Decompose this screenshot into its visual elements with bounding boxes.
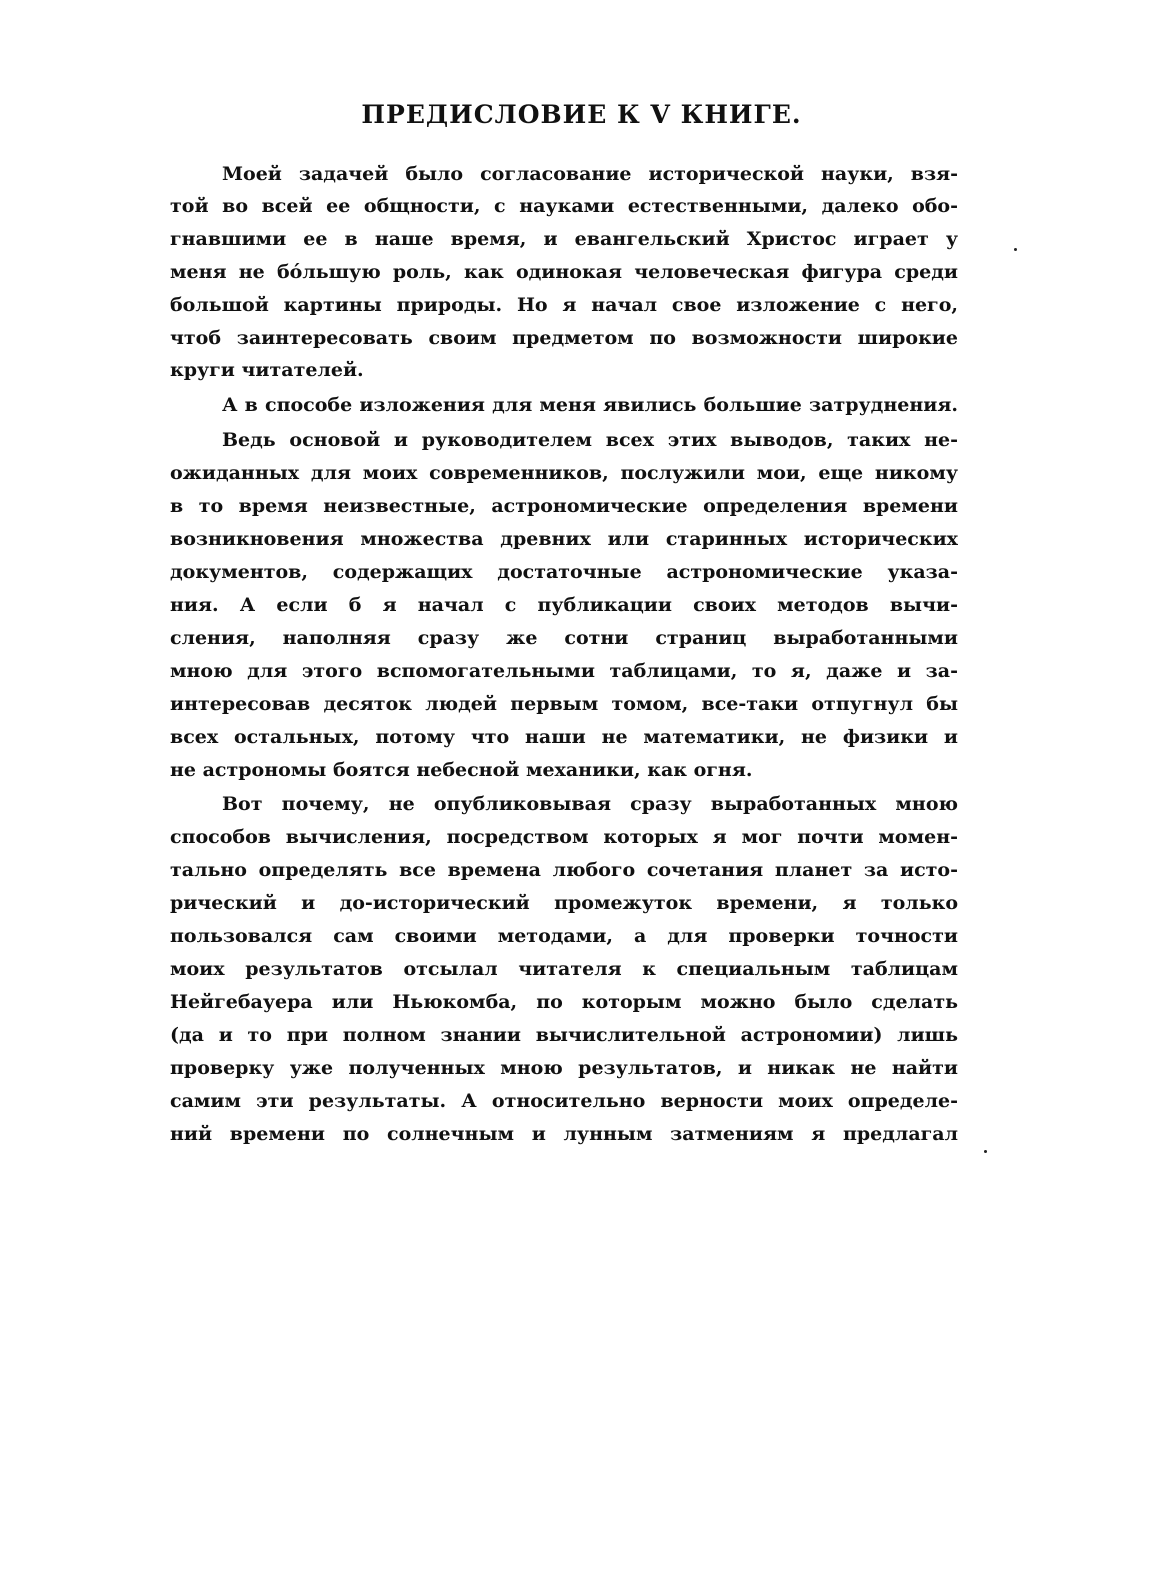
text-line: тально определять все времена любого сочетания планет за исто- bbox=[170, 859, 958, 881]
text-line: самим эти результаты. А относительно верности моих определе- bbox=[170, 1090, 958, 1112]
text-line: способов вычисления, посредством которых я мог почти момен- bbox=[170, 826, 958, 848]
text-line: (да и то при полном знании вычислительной астрономии) лишь bbox=[170, 1024, 958, 1046]
text-line: Нейгебауера или Ньюкомба, по которым можно было сделать bbox=[170, 991, 958, 1013]
text-line: в то время неизвестные, астрономические определения времени bbox=[170, 495, 958, 517]
text-line: всех остальных, потому что наши не математики, не физики и bbox=[170, 726, 958, 748]
text-line: ний времени по солнечным и лунным затмениям я предлагал bbox=[170, 1123, 958, 1145]
text-line: Вот почему, не опубликовывая сразу выработанных мною bbox=[222, 793, 958, 815]
text-line: А в способе изложения для меня явились большие затруднения. bbox=[222, 394, 958, 416]
text-line: меня не бо́льшую роль, как одинокая человеческая фигура среди bbox=[170, 261, 958, 283]
text-line: пользовался сам своими методами, а для проверки точности bbox=[170, 925, 958, 947]
text-line: ния. А если б я начал с публикации своих методов вычи- bbox=[170, 594, 958, 616]
text-line: интересовав десяток людей первым томом, все-таки отпугнул бы bbox=[170, 693, 958, 715]
text-line: возникновения множества древних или старинных исторических bbox=[170, 528, 958, 550]
text-line: большой картины природы. Но я начал свое изложение с него, bbox=[170, 294, 958, 316]
text-line: ожиданных для моих современников, послужили мои, еще никому bbox=[170, 462, 958, 484]
text-line: чтоб заинтересовать своим предметом по возможности широкие bbox=[170, 327, 958, 349]
text-line: Ведь основой и руководителем всех этих выводов, таких не- bbox=[222, 429, 958, 451]
text-line: Моей задачей было согласование исторической науки, взя- bbox=[222, 163, 958, 185]
scan-speck bbox=[1014, 248, 1017, 251]
text-line: рический и до-исторический промежуток времени, я только bbox=[170, 892, 958, 914]
text-line: документов, содержащих достаточные астрономические указа- bbox=[170, 561, 958, 583]
text-line: той во всей ее общности, с науками естественными, далеко обо- bbox=[170, 195, 958, 217]
text-line: сления, наполняя сразу же сотни страниц выработанными bbox=[170, 627, 958, 649]
page-heading: ПРЕДИСЛОВИЕ К V КНИГЕ. bbox=[361, 100, 802, 129]
text-line: моих результатов отсылал читателя к специальным таблицам bbox=[170, 958, 958, 980]
text-line: гнавшими ее в наше время, и евангельский Христос играет у bbox=[170, 228, 958, 250]
text-line: мною для этого вспомогательными таблицами, то я, даже и за- bbox=[170, 660, 958, 682]
text-line: круги читателей. bbox=[170, 359, 364, 381]
scan-speck bbox=[984, 1150, 987, 1153]
text-line: проверку уже полученных мною результатов, и никак не найти bbox=[170, 1057, 958, 1079]
text-line: не астрономы боятся небесной механики, как огня. bbox=[170, 759, 753, 781]
